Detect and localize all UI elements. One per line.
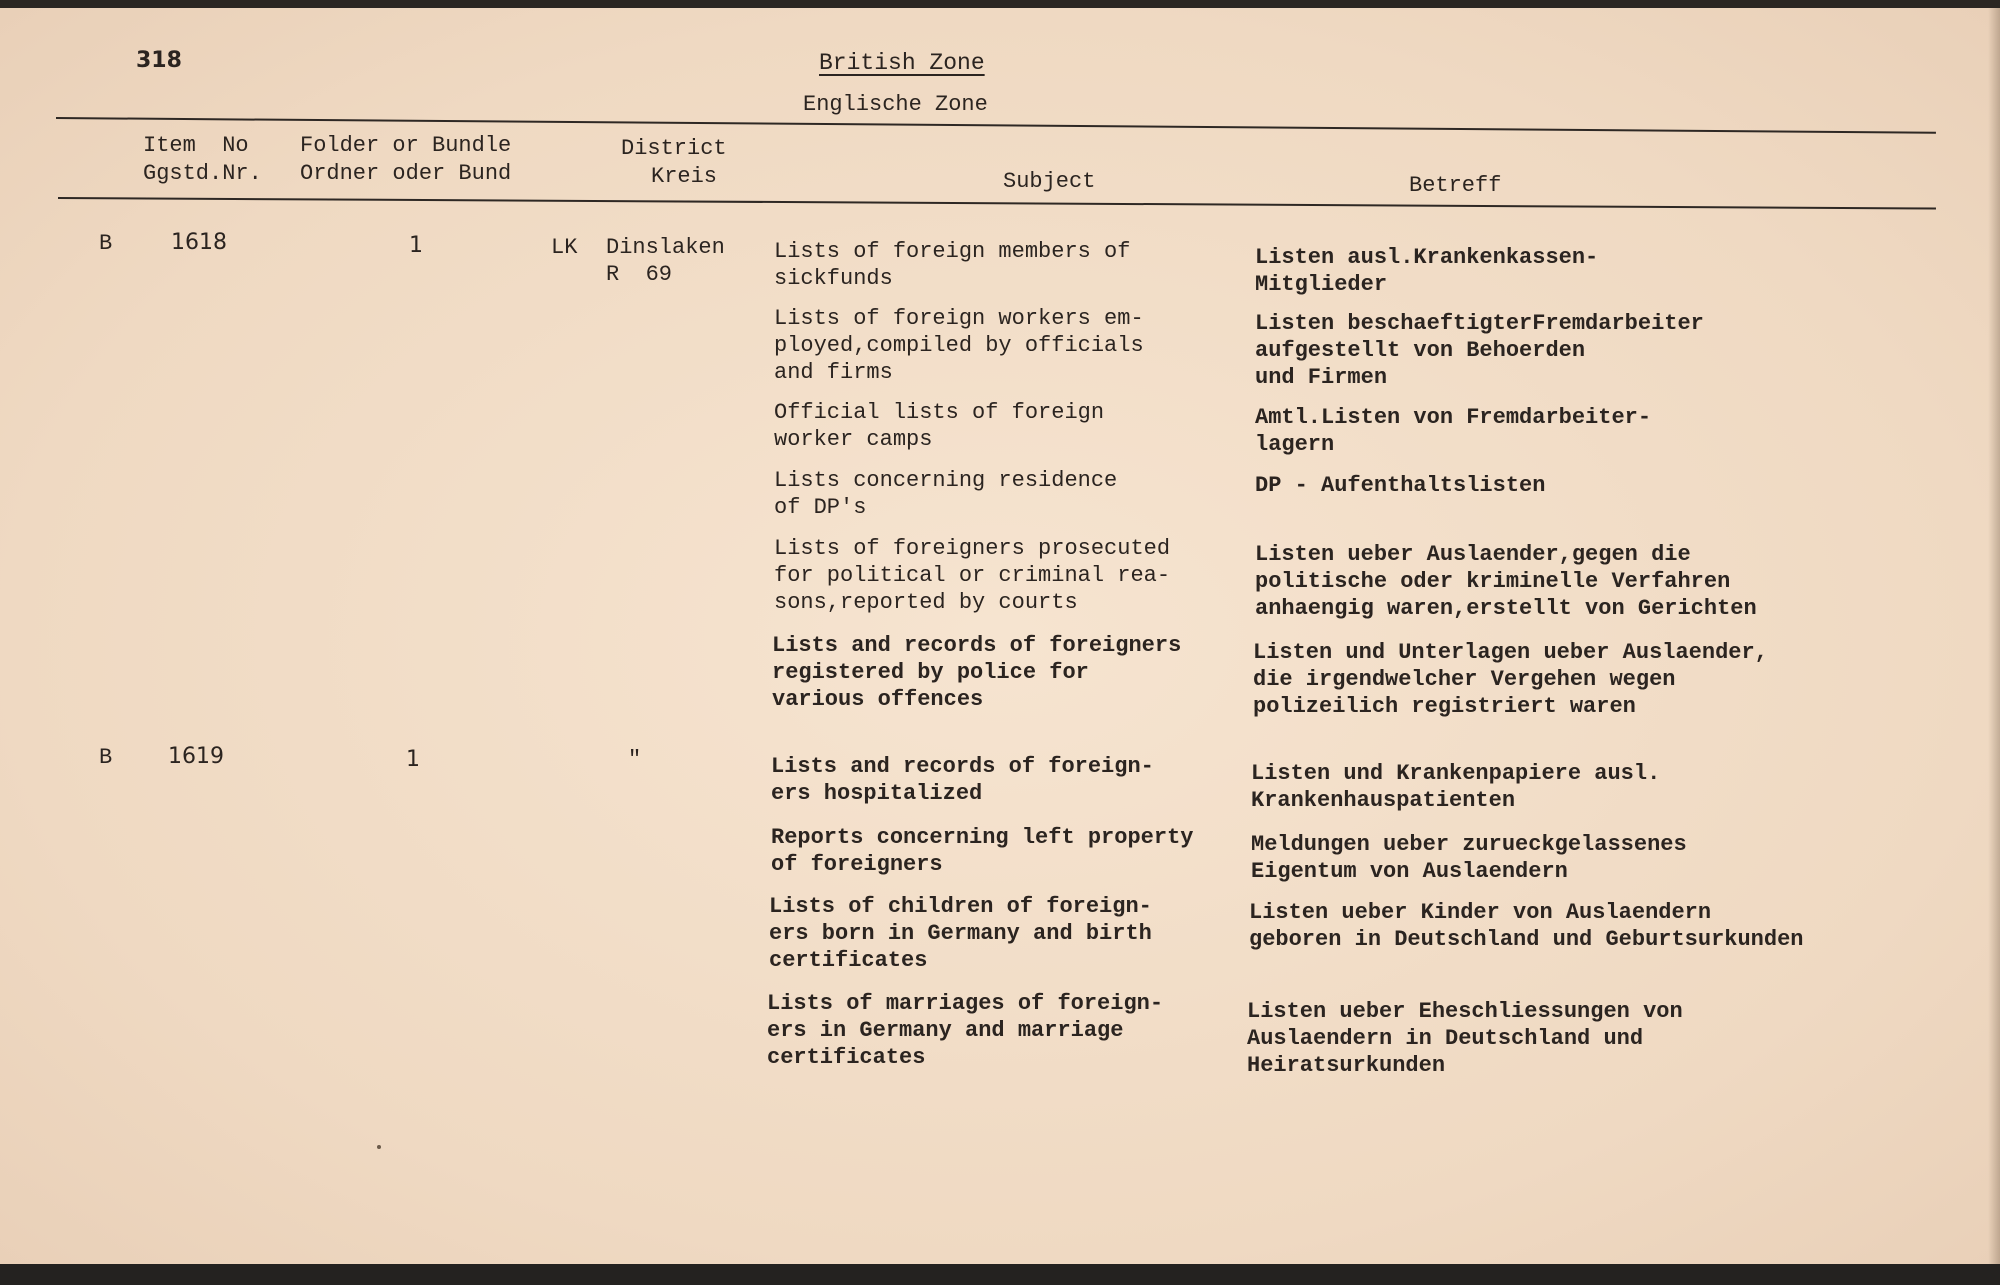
betreff-entry: Listen ueber Auslaender,gegen die politische oder kriminelle Verfahren anhaengig waren,erstellt von Gerichten xyxy=(1255,542,1757,621)
subject-entry: Official lists of foreign worker camps xyxy=(774,400,1105,452)
header-folder: Folder or Bundle xyxy=(300,133,512,158)
header-district: District xyxy=(621,136,727,161)
page-number: 318 xyxy=(136,48,182,73)
betreff-entry: Listen ausl.Krankenkassen- Mitglieder xyxy=(1255,245,1599,297)
betreff-entry: Listen beschaeftigterFremdarbeiter aufgestellt von Behoerden und Firmen xyxy=(1255,311,1704,390)
paper-speck xyxy=(377,1145,381,1149)
betreff-entry: DP - Aufenthaltslisten xyxy=(1255,473,1546,498)
betreff-entry: Listen und Unterlagen ueber Auslaender, die irgendwelcher Vergehen wegen polizeilich registriert waren xyxy=(1253,640,1768,719)
betreff-entry: Listen und Krankenpapiere ausl. Krankenhauspatienten xyxy=(1251,761,1661,813)
row-prefix: B xyxy=(99,231,113,256)
folder-count: 1 xyxy=(406,747,420,772)
scan-background-bottom xyxy=(0,1264,2000,1285)
subject-entry: Lists of marriages of foreign- ers in Germany and marriage certificates xyxy=(767,991,1164,1070)
header-district-de: Kreis xyxy=(651,164,718,189)
header-subject: Subject xyxy=(1003,169,1096,194)
header-folder-de: Ordner oder Bund xyxy=(300,161,512,186)
subject-entry: Lists of foreign workers em- ployed,compiled by officials and firms xyxy=(774,306,1144,385)
header-item-no: Item No xyxy=(143,133,249,158)
subject-entry: Lists of foreigners prosecuted for political or criminal rea- sons,reported by courts xyxy=(774,536,1171,615)
page-edge-shadow xyxy=(1988,8,2000,1270)
betreff-entry: Listen ueber Eheschliessungen von Auslaendern in Deutschland und Heiratsurkunden xyxy=(1247,999,1683,1078)
district-name: Dinslaken xyxy=(606,235,725,260)
item-number: 1618 xyxy=(171,230,227,255)
subject-entry: Lists of children of foreign- ers born in Germany and birth certificates xyxy=(769,894,1152,973)
betreff-entry: Listen ueber Kinder von Auslaendern geboren in Deutschland und Geburtsurkunden xyxy=(1249,900,1804,952)
subject-entry: Lists and records of foreign- ers hospitalized xyxy=(771,754,1154,806)
header-betreff: Betreff xyxy=(1409,173,1502,198)
page-subtitle: Englische Zone xyxy=(803,92,988,117)
item-number: 1619 xyxy=(168,744,224,769)
betreff-entry: Meldungen ueber zurueckgelassenes Eigentum von Auslaendern xyxy=(1251,832,1687,884)
subject-entry: Reports concerning left property of foreigners xyxy=(771,825,1194,877)
district-sub: R 69 xyxy=(606,262,673,287)
betreff-entry: Amtl.Listen von Fremdarbeiter- lagern xyxy=(1255,405,1652,457)
header-item-no-de: Ggstd.Nr. xyxy=(143,161,262,186)
folder-count: 1 xyxy=(409,233,423,258)
header-bottom-rule xyxy=(58,197,1936,209)
subject-entry: Lists and records of foreigners registered by police for various offences xyxy=(772,633,1182,712)
district-prefix: LK xyxy=(551,235,578,260)
subject-entry: Lists of foreign members of sickfunds xyxy=(774,239,1131,291)
district-ditto: " xyxy=(628,747,642,772)
page-title: British Zone xyxy=(819,50,985,76)
document-page xyxy=(0,8,2000,1270)
subject-entry: Lists concerning residence of DP's xyxy=(774,468,1118,520)
row-prefix: B xyxy=(99,745,113,770)
